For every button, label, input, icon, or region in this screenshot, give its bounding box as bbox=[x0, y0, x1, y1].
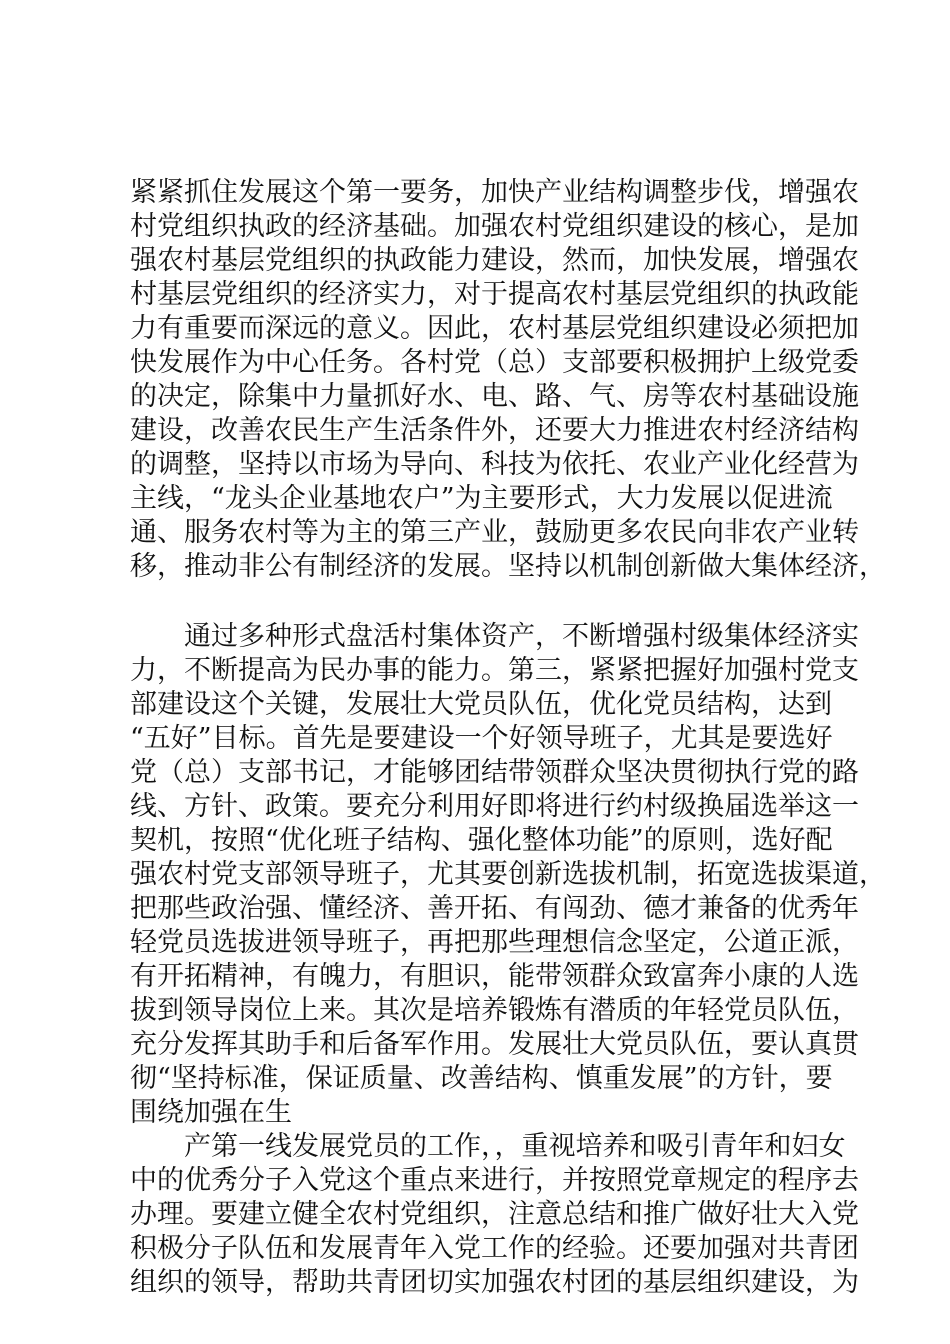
text-line: 彻“坚持标准，保证质量、改善结构、慎重发展”的方针，要 bbox=[130, 1063, 833, 1094]
text-line: 建设，改善农民生产生活条件外，还要大力推进农村经济结构 bbox=[130, 415, 859, 446]
text-line: 中的优秀分子入党这个重点来进行，并按照党章规定的程序去 bbox=[130, 1165, 859, 1196]
text-line: 充分发挥其助手和后备军作用。发展壮大党员队伍，要认真贯 bbox=[130, 1029, 859, 1060]
text-line: 党（总）支部书记，才能够团结带领群众坚决贯彻执行党的路 bbox=[130, 757, 859, 788]
text-line: 办理。要建立健全农村党组织，注意总结和推广做好壮大入党 bbox=[130, 1199, 859, 1230]
text-line: 通、服务农村等为主的第三产业，鼓励更多农民向非农产业转 bbox=[130, 517, 859, 548]
text-line: 组织的领导，帮助共青团切实加强农村团的基层组织建设，为 bbox=[130, 1267, 859, 1298]
text-line: 部建设这个关键，发展壮大党员队伍，优化党员结构，达到 bbox=[130, 689, 832, 720]
text-line: 紧紧抓住发展这个第一要务，加快产业结构调整步伐，增强农 bbox=[130, 177, 859, 208]
text-line: 把那些政治强、懂经济、善开拓、有闯劲、德才兼备的优秀年 bbox=[130, 893, 859, 924]
text-line: 主线，“龙头企业基地农户”为主要形式，大力发展以促进流 bbox=[130, 483, 833, 514]
text-line: 的调整，坚持以市场为导向、科技为依托、农业产业化经营为 bbox=[130, 449, 859, 480]
text-line: 线、方针、政策。要充分利用好即将进行约村级换届选举这一 bbox=[130, 791, 859, 822]
text-line: 通过多种形式盘活村集体资产，不断增强村级集体经济实 bbox=[130, 621, 859, 652]
text-line: 村党组织执政的经济基础。加强农村党组织建设的核心，是加 bbox=[130, 211, 859, 242]
text-line: 快发展作为中心任务。各村党（总）支部要积极拥护上级党委 bbox=[130, 347, 859, 378]
text-line: 有开拓精神，有魄力，有胆识，能带领群众致富奔小康的人选 bbox=[130, 961, 859, 992]
text-line: 轻党员选拔进领导班子，再把那些理想信念坚定，公道正派， bbox=[130, 927, 859, 958]
text-line: 产第一线发展党员的工作，，重视培养和吸引青年和妇女 bbox=[130, 1131, 846, 1162]
text-line: 的决定，除集中力量抓好水、电、路、气、房等农村基础设施 bbox=[130, 381, 859, 412]
text-line: 围绕加强在生 bbox=[130, 1097, 292, 1128]
text-line: “五好”目标。首先是要建设一个好领导班子，尤其是要选好 bbox=[130, 723, 833, 754]
text-line: 积极分子队伍和发展青年入党工作的经验。还要加强对共青团 bbox=[130, 1233, 859, 1264]
text-line: 拔到领导岗位上来。其次是培养锻炼有潜质的年轻党员队伍， bbox=[130, 995, 859, 1026]
text-line: 移，推动非公有制经济的发展。坚持以机制创新做大集体经济， bbox=[130, 551, 886, 582]
text-line: 契机，按照“优化班子结构、强化整体功能”的原则，选好配 bbox=[130, 825, 833, 856]
text-line: 村基层党组织的经济实力，对于提高农村基层党组织的执政能 bbox=[130, 279, 859, 310]
text-line: 强农村党支部领导班子，尤其要创新选拔机制，拓宽选拔渠道， bbox=[130, 859, 886, 890]
text-line: 强农村基层党组织的执政能力建设，然而，加快发展，增强农 bbox=[130, 245, 859, 276]
text-line: 力，不断提高为民办事的能力。第三，紧紧把握好加强村党支 bbox=[130, 655, 859, 686]
text-line: 力有重要而深远的意义。因此，农村基层党组织建设必须把加 bbox=[130, 313, 859, 344]
